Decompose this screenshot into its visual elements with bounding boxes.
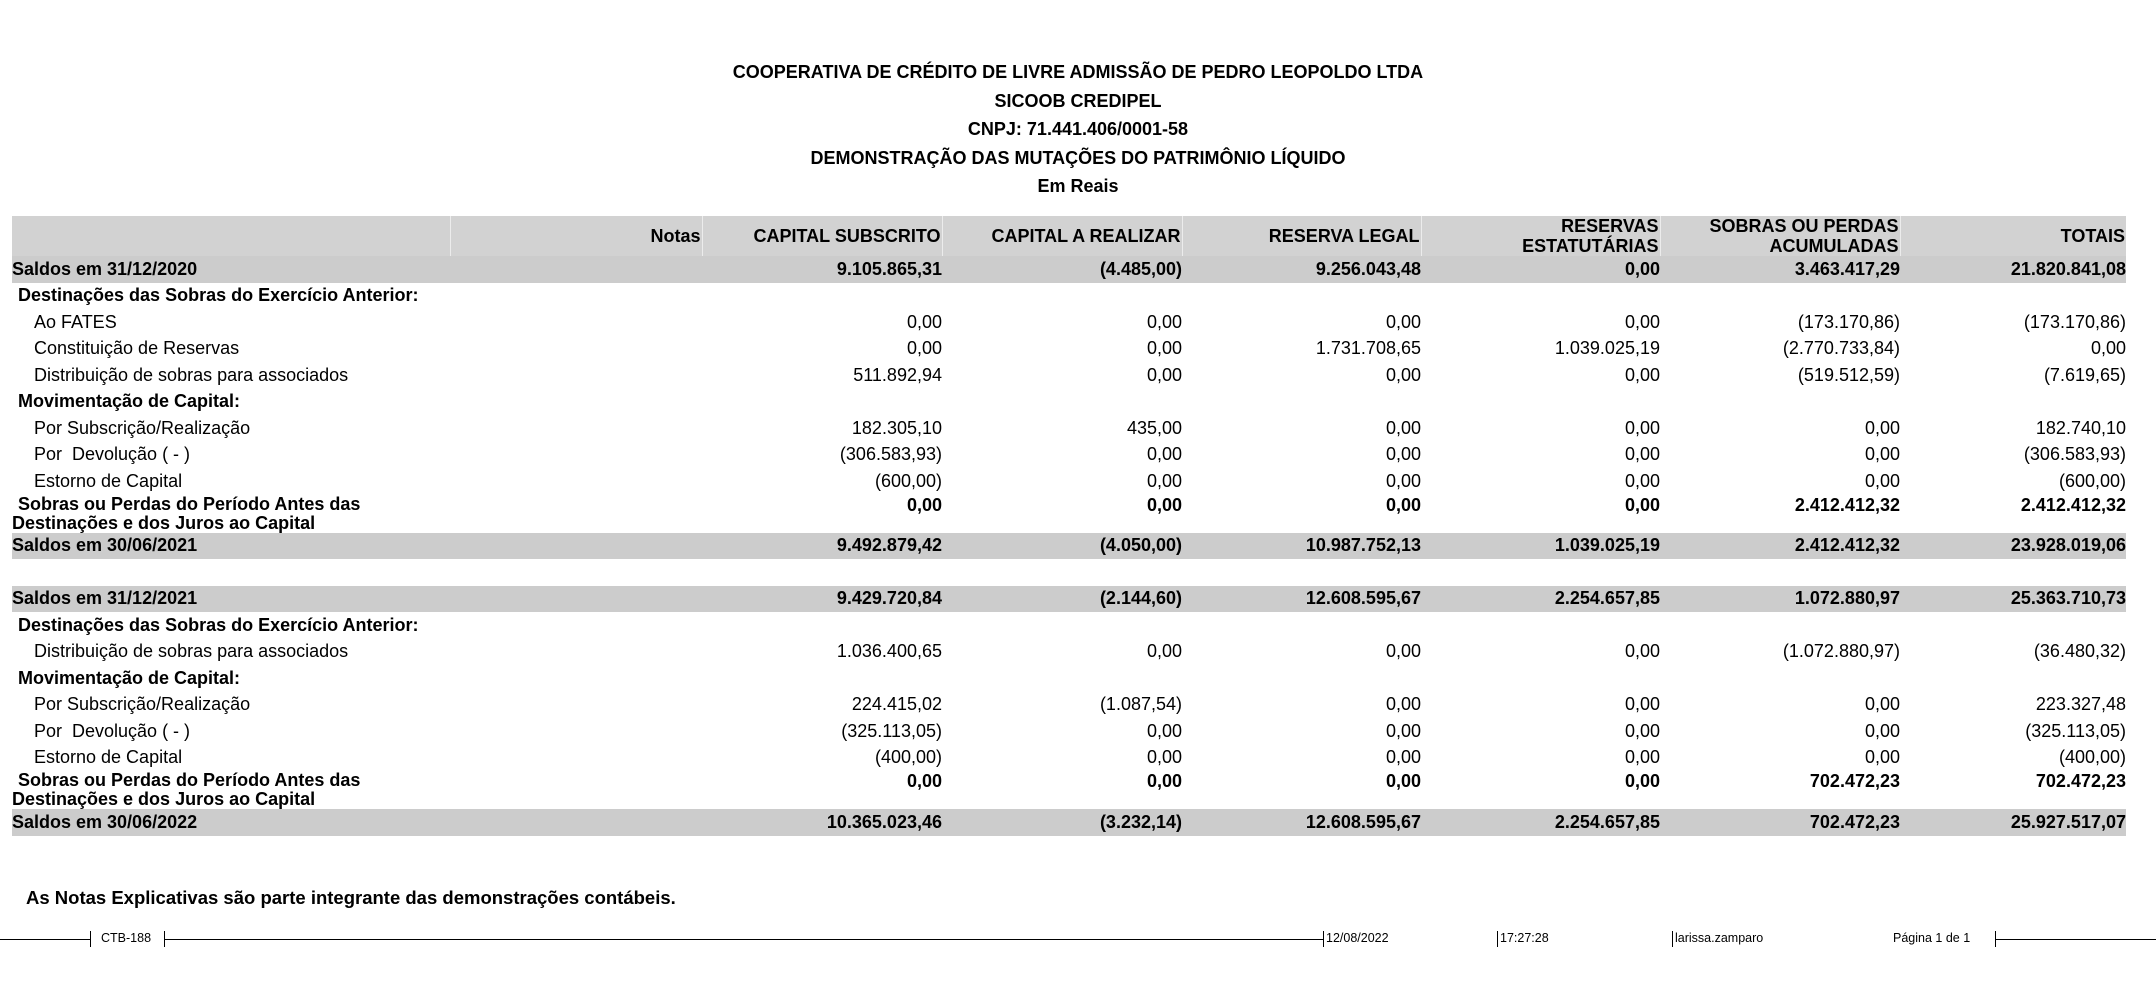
row-label: Estorno de Capital (34, 470, 183, 491)
table-row (12, 468, 2126, 495)
row-label: Por Subscrição/Realização (34, 694, 251, 715)
table-row (12, 692, 2126, 719)
footer-tick (1323, 931, 1324, 947)
sobras-label-line1: Sobras ou Perdas do Período Antes das (18, 493, 361, 514)
row-label: Saldos em 30/06/2021 (12, 533, 450, 560)
row-label (12, 771, 450, 809)
cell-reserva-legal: 0,00 (1385, 494, 1421, 515)
notas-cell (450, 442, 702, 469)
row-label: Por Devolução ( - ) (34, 444, 191, 465)
cell-capital-a-realizar: 0,00 (1146, 444, 1182, 465)
cell-capital-subscrito: 9.429.720,84 (702, 586, 942, 613)
cell-reserva-legal: 0,00 (1385, 747, 1421, 768)
cell-reservas-estatutarias: 0,00 (1624, 364, 1660, 385)
cell-reservas-estatutarias: 1.039.025,19 (1554, 338, 1660, 359)
cell-capital-a-realizar: 0,00 (1146, 771, 1182, 791)
cell-reservas-estatutarias: 0,00 (1624, 641, 1660, 662)
cell-totais: (7.619,65) (2043, 364, 2126, 385)
cell-capital-a-realizar: (1.087,54) (1099, 694, 1182, 715)
saldo-row-30-06-2021 (12, 533, 2126, 560)
cell-reserva-legal: 0,00 (1385, 470, 1421, 491)
cell-capital-subscrito: 10.365.023,46 (702, 809, 942, 836)
cell-reserva-legal: 0,00 (1385, 771, 1421, 791)
table-row (12, 362, 2126, 389)
cell-sobras-perdas: (1.072.880,97) (1782, 641, 1900, 662)
notas-cell (450, 495, 702, 533)
cell-reservas-estatutarias: 2.254.657,85 (1421, 809, 1660, 836)
currency-note: Em Reais (1037, 176, 1119, 197)
cell-reservas-estatutarias: 0,00 (1624, 694, 1660, 715)
section-label: Movimentação de Capital: (18, 391, 241, 412)
header-notas: Notas (450, 216, 702, 256)
row-label (12, 495, 450, 533)
cell-reservas-estatutarias: 0,00 (1624, 494, 1660, 515)
footer-report-code: CTB-188 (101, 931, 152, 945)
spacer-cell (12, 559, 2126, 586)
notas-cell (450, 692, 702, 719)
notas-cell (450, 336, 702, 363)
cell-reservas-estatutarias: 1.039.025,19 (1421, 533, 1660, 560)
equity-changes-table (12, 216, 2126, 836)
footer-time: 17:27:28 (1500, 931, 1549, 945)
cell-sobras-perdas: 2.412.412,32 (1794, 494, 1900, 515)
report-header (0, 58, 2156, 201)
table-row (12, 639, 2126, 666)
cell-capital-subscrito: 511.892,94 (853, 364, 942, 385)
cell-capital-subscrito: 9.105.865,31 (702, 256, 942, 283)
cell-capital-subscrito: 0,00 (906, 771, 942, 791)
cell-sobras-perdas: 2.412.412,32 (1660, 533, 1900, 560)
cell-reserva-legal: 9.256.043,48 (1182, 256, 1421, 283)
cell-sobras-perdas: 0,00 (1864, 747, 1900, 768)
row-label: Saldos em 31/12/2021 (12, 586, 450, 613)
cell-sobras-perdas: 702.472,23 (1660, 809, 1900, 836)
cell-capital-subscrito: (600,00) (874, 470, 942, 491)
row-label: Ao FATES (34, 311, 117, 332)
table-row (12, 718, 2126, 745)
cell-capital-subscrito: 0,00 (906, 494, 942, 515)
cell-reservas-estatutarias: 0,00 (1624, 417, 1660, 438)
cell-capital-a-realizar: 435,00 (1126, 417, 1182, 438)
cell-capital-a-realizar: (3.232,14) (942, 809, 1182, 836)
cell-totais: (400,00) (2058, 747, 2126, 768)
cell-sobras-perdas: (519.512,59) (1797, 364, 1900, 385)
section-destinacoes (12, 612, 2126, 639)
footer-rule (0, 939, 90, 940)
footer-tick (90, 931, 91, 947)
cell-capital-a-realizar: 0,00 (1146, 641, 1182, 662)
header-reservas-estatutarias-line1: RESERVAS (1561, 216, 1659, 236)
header-totais: TOTAIS (1900, 216, 2126, 256)
cell-totais: 25.363.710,73 (1900, 586, 2126, 613)
footer-page-number: Página 1 de 1 (1893, 931, 1971, 945)
cell-reserva-legal: 0,00 (1385, 417, 1421, 438)
section-label: Destinações das Sobras do Exercício Anterior: (18, 614, 419, 635)
footer-tick (1672, 931, 1673, 947)
cell-reservas-estatutarias: 0,00 (1421, 256, 1660, 283)
header-capital-a-realizar: CAPITAL A REALIZAR (942, 216, 1182, 256)
cell-capital-a-realizar: 0,00 (1146, 720, 1182, 741)
cell-sobras-perdas: (2.770.733,84) (1782, 338, 1900, 359)
notas-cell (450, 586, 702, 613)
footer-rule (164, 939, 1323, 940)
saldo-row-31-12-2021 (12, 586, 2126, 613)
notas-cell (450, 809, 702, 836)
cell-sobras-perdas: 0,00 (1864, 444, 1900, 465)
cell-reservas-estatutarias: 0,00 (1624, 720, 1660, 741)
cell-reserva-legal: 12.608.595,67 (1182, 586, 1421, 613)
cell-capital-a-realizar: 0,00 (1146, 470, 1182, 491)
cell-reservas-estatutarias: 0,00 (1624, 444, 1660, 465)
notas-cell (450, 718, 702, 745)
cell-totais: 0,00 (2090, 338, 2126, 359)
cell-sobras-perdas: 1.072.880,97 (1660, 586, 1900, 613)
header-reservas-estatutarias-line2: ESTATUTÁRIAS (1522, 236, 1659, 256)
cell-totais: (600,00) (2058, 470, 2126, 491)
notas-cell (450, 533, 702, 560)
notas-cell (450, 639, 702, 666)
cell-reservas-estatutarias: 2.254.657,85 (1421, 586, 1660, 613)
cell-totais: (306.583,93) (2023, 444, 2126, 465)
cell-reserva-legal: 10.987.752,13 (1182, 533, 1421, 560)
header-capital-subscrito: CAPITAL SUBSCRITO (702, 216, 942, 256)
brand-name: SICOOB CREDIPEL (994, 90, 1162, 111)
cell-capital-subscrito: (400,00) (874, 747, 942, 768)
notas-cell (450, 771, 702, 809)
row-label: Saldos em 30/06/2022 (12, 809, 450, 836)
footer-rule (1995, 939, 2156, 940)
cell-reserva-legal: 12.608.595,67 (1182, 809, 1421, 836)
explanatory-note: As Notas Explicativas são parte integrante das demonstrações contábeis. (26, 887, 676, 908)
sobras-label-line2: Destinações e dos Juros ao Capital (12, 789, 316, 809)
row-label: Saldos em 31/12/2020 (12, 256, 450, 283)
row-label: Constituição de Reservas (34, 338, 240, 359)
cell-totais: 21.820.841,08 (1900, 256, 2126, 283)
notas-cell (450, 745, 702, 772)
notas-cell (450, 309, 702, 336)
footer-tick (1497, 931, 1498, 947)
cell-reserva-legal: 0,00 (1385, 364, 1421, 385)
row-label: Por Devolução ( - ) (34, 720, 191, 741)
cell-capital-subscrito: 0,00 (906, 311, 942, 332)
section-label: Destinações das Sobras do Exercício Anterior: (18, 285, 419, 306)
cell-totais: 223.327,48 (2035, 694, 2126, 715)
cell-sobras-perdas: 0,00 (1864, 417, 1900, 438)
spacer-row (12, 559, 2126, 586)
cell-reservas-estatutarias: 0,00 (1624, 771, 1660, 791)
cell-totais: (325.113,05) (2025, 720, 2126, 741)
cell-capital-subscrito: 9.492.879,42 (702, 533, 942, 560)
cell-sobras-perdas: 0,00 (1864, 694, 1900, 715)
cell-totais: 182.740,10 (2035, 417, 2126, 438)
cell-totais: 2.412.412,32 (2020, 494, 2126, 515)
sobras-label-line1: Sobras ou Perdas do Período Antes das (18, 770, 361, 790)
cell-reservas-estatutarias: 0,00 (1624, 470, 1660, 491)
cell-totais: 25.927.517,07 (1900, 809, 2126, 836)
cell-capital-a-realizar: (4.485,00) (942, 256, 1182, 283)
footer-user: larissa.zamparo (1675, 931, 1764, 945)
cell-sobras-perdas: (173.170,86) (1797, 311, 1900, 332)
cell-capital-subscrito: 224.415,02 (851, 694, 942, 715)
cell-sobras-perdas: 0,00 (1864, 470, 1900, 491)
table-row (12, 309, 2126, 336)
cell-capital-subscrito: 0,00 (906, 338, 942, 359)
notas-cell (450, 362, 702, 389)
header-reservas-estatutarias (1421, 216, 1660, 256)
cell-totais: (36.480,32) (2033, 641, 2126, 662)
cnpj: CNPJ: 71.441.406/0001-58 (967, 119, 1189, 140)
cell-capital-a-realizar: 0,00 (1146, 364, 1182, 385)
cell-capital-subscrito: 182.305,10 (851, 417, 942, 438)
footer-date: 12/08/2022 (1326, 931, 1389, 945)
cell-capital-subscrito: (306.583,93) (839, 444, 942, 465)
cell-capital-subscrito: (325.113,05) (841, 720, 942, 741)
section-destinacoes (12, 283, 2126, 310)
notas-cell (450, 415, 702, 442)
notas-cell (450, 256, 702, 283)
statement-title: DEMONSTRAÇÃO DAS MUTAÇÕES DO PATRIMÔNIO LÍQUIDO (810, 147, 1346, 168)
table-row (12, 745, 2126, 772)
row-label: Distribuição de sobras para associados (34, 641, 349, 662)
cell-capital-a-realizar: 0,00 (1146, 338, 1182, 359)
table-row (12, 415, 2126, 442)
cell-totais: 702.472,23 (2035, 771, 2126, 791)
sobras-label-line2: Destinações e dos Juros ao Capital (12, 512, 316, 533)
cell-capital-a-realizar: 0,00 (1146, 494, 1182, 515)
section-movimentacao (12, 389, 2126, 416)
header-sobras-perdas-line2: ACUMULADAS (1769, 236, 1899, 256)
saldo-row-30-06-2022 (12, 809, 2126, 836)
cell-reserva-legal: 1.731.708,65 (1315, 338, 1421, 359)
sobras-row (12, 771, 2126, 809)
report-footer (0, 927, 2156, 951)
cell-reservas-estatutarias: 0,00 (1624, 747, 1660, 768)
cell-reserva-legal: 0,00 (1385, 641, 1421, 662)
cell-sobras-perdas: 0,00 (1864, 720, 1900, 741)
saldo-row-31-12-2020 (12, 256, 2126, 283)
cell-capital-a-realizar: 0,00 (1146, 747, 1182, 768)
column-header-row (12, 216, 2126, 256)
section-label: Movimentação de Capital: (18, 667, 241, 688)
row-label: Por Subscrição/Realização (34, 417, 251, 438)
cell-reserva-legal: 0,00 (1385, 444, 1421, 465)
cell-capital-a-realizar: (2.144,60) (942, 586, 1182, 613)
cell-totais: (173.170,86) (2023, 311, 2126, 332)
row-label: Distribuição de sobras para associados (34, 364, 349, 385)
cell-reserva-legal: 0,00 (1385, 311, 1421, 332)
table-row (12, 442, 2126, 469)
header-sobras-perdas (1660, 216, 1900, 256)
cell-capital-subscrito: 1.036.400,65 (836, 641, 942, 662)
section-movimentacao (12, 665, 2126, 692)
table-row (12, 336, 2126, 363)
company-name: COOPERATIVA DE CRÉDITO DE LIVRE ADMISSÃO DE PEDRO LEOPOLDO LTDA (732, 62, 1424, 82)
cell-totais: 23.928.019,06 (1900, 533, 2126, 560)
cell-capital-a-realizar: (4.050,00) (942, 533, 1182, 560)
cell-sobras-perdas: 3.463.417,29 (1660, 256, 1900, 283)
header-reserva-legal: RESERVA LEGAL (1182, 216, 1421, 256)
notas-cell (450, 468, 702, 495)
cell-reserva-legal: 0,00 (1385, 720, 1421, 741)
cell-reservas-estatutarias: 0,00 (1624, 311, 1660, 332)
sobras-row (12, 495, 2126, 533)
cell-sobras-perdas: 702.472,23 (1809, 771, 1900, 791)
header-blank (12, 216, 450, 256)
header-sobras-perdas-line1: SOBRAS OU PERDAS (1709, 216, 1899, 236)
cell-capital-a-realizar: 0,00 (1146, 311, 1182, 332)
cell-reserva-legal: 0,00 (1385, 694, 1421, 715)
row-label: Estorno de Capital (34, 747, 183, 768)
